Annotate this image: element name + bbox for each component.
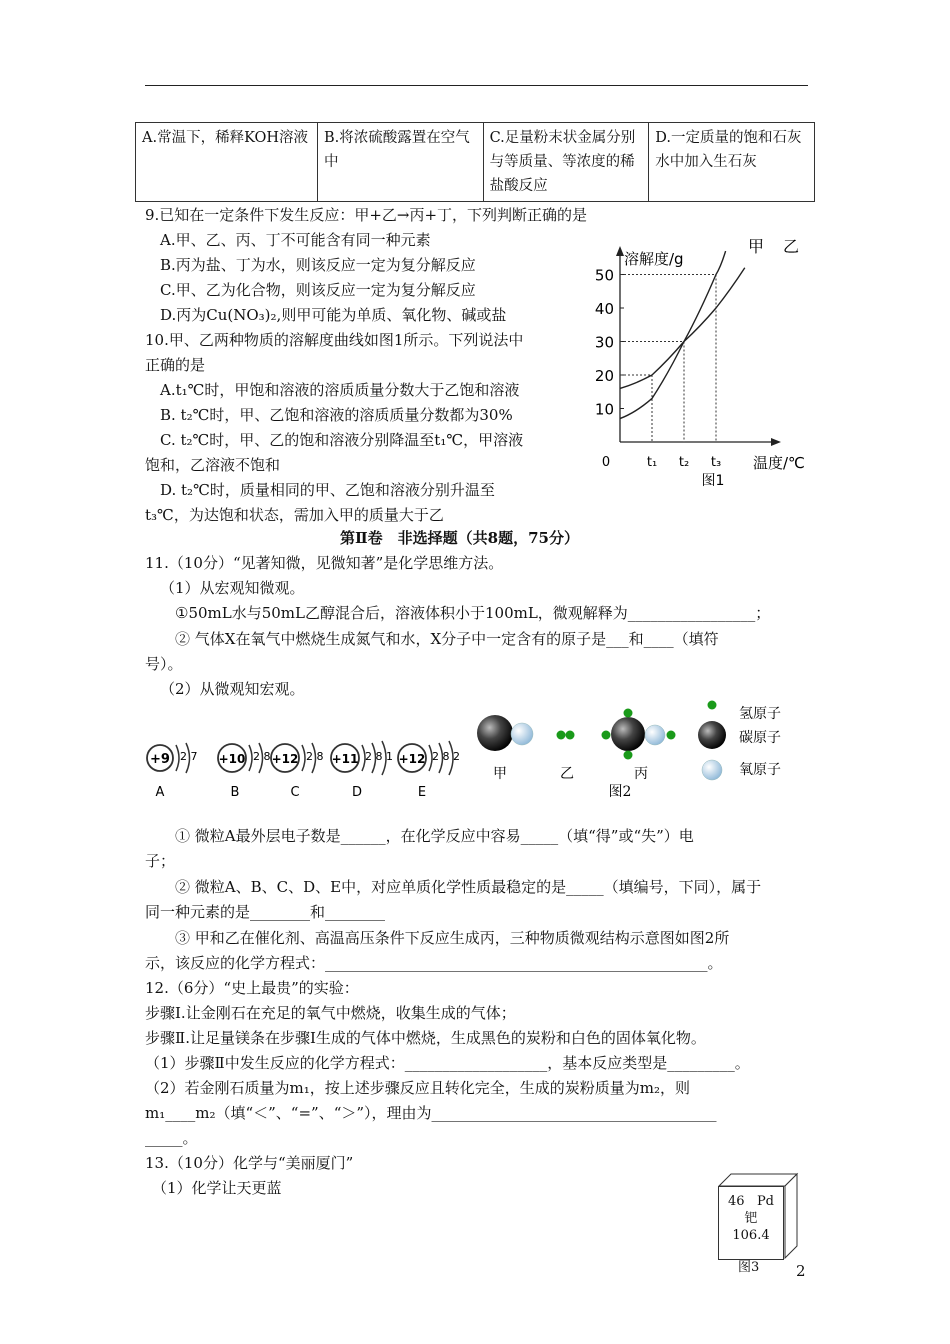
- atom-c-shells: 2 8: [306, 750, 324, 763]
- q11-sub3-a: ③ 甲和乙在催化剂、高温高压条件下反应生成丙，三种物质微观结构示意图如图2所: [175, 929, 730, 947]
- y-axis-arrow: [616, 246, 624, 256]
- legend-oxygen: 氧原子: [739, 762, 781, 778]
- q10-option-a: A.t₁℃时，甲饱和溶液的溶质质量分数大于乙饱和溶液: [160, 381, 520, 399]
- options-table: [135, 122, 815, 202]
- table-row: [136, 123, 815, 202]
- q12-part2-b: m₁____m₂（填“＜”、“=”、“＞”），理由为______________________________________: [145, 1104, 717, 1122]
- atom-b-nucleus: +10: [218, 752, 246, 766]
- atom-a-shells: 2 7: [180, 750, 198, 763]
- q11-part1: （1）从宏观知微观。: [160, 579, 305, 597]
- q13-part1: （1）化学让天更蓝: [152, 1179, 282, 1197]
- q12-part2-a: （2）若金刚石质量为m₁，按上述步骤反应且转化完全，生成的炭粉质量为m₂，则: [145, 1079, 691, 1097]
- q9-option-d: D.丙为Cu(NO₃)₂,则甲可能为单质、氧化物、碱或盐: [160, 306, 507, 324]
- series-label-yi: 乙: [783, 237, 800, 256]
- q11-sub3-b: 示，该反应的化学方程式：___________________________________________________。: [145, 954, 723, 972]
- molecule-yi: [557, 731, 575, 783]
- atom-c-label: C: [290, 785, 300, 800]
- q10-option-d-2: t₃℃，为达饱和状态，需加入甲的质量大于乙: [145, 506, 444, 524]
- x-tick-label: t₂: [678, 455, 690, 470]
- atom-diagram-d: [331, 741, 393, 800]
- q11-part1-b-1: ② 气体X在氧气中燃烧生成氮气和水，X分子中一定含有的原子是___和____（填符: [175, 630, 719, 648]
- y-tick-label: 20: [594, 367, 614, 385]
- element-name: 钯: [744, 1211, 758, 1226]
- molecule-jia: [477, 715, 533, 782]
- q9-option-a: A.甲、乙、丙、丁不可能含有同一种元素: [160, 231, 431, 249]
- oxygen-legend-marker: [702, 760, 722, 780]
- option-cell-d: D.一定质量的饱和石灰水中加入生石灰: [649, 123, 815, 202]
- atom-d-nucleus: +11: [331, 752, 359, 766]
- atomic-number: 46: [727, 1194, 745, 1209]
- q10-option-d-1: D. t₂℃时，质量相同的甲、乙饱和溶液分别升温至: [160, 481, 495, 499]
- atom-c-nucleus: +12: [271, 752, 299, 766]
- molecule-bing-label: 丙: [634, 766, 648, 782]
- y-tick-label: 30: [594, 333, 614, 352]
- q11-sub1-a: ① 微粒A最外层电子数是______，在化学反应中容易_____（填“得”或“失”）电: [175, 827, 694, 845]
- y-tick-label: 50: [594, 266, 614, 285]
- q9-option-c: C.甲、乙为化合物，则该反应一定为复分解反应: [160, 281, 476, 299]
- element-card: [718, 1186, 784, 1260]
- q12-part2-c: _____。: [145, 1129, 198, 1147]
- q12-step1: 步骤Ⅰ.让金刚石在充足的氧气中燃烧，收集生成的气体；: [145, 1004, 516, 1022]
- q11-stem: 11.（10分）“见著知微，见微知著”是化学思维方法。: [145, 554, 504, 572]
- figure-2-label: 图2: [608, 784, 632, 800]
- molecule-yi-label: 乙: [560, 766, 574, 782]
- q12-stem: 12.（6分）“史上最贵”的实验：: [145, 979, 359, 997]
- atom-diagram-e: [398, 741, 460, 800]
- atom-b-label: B: [230, 785, 240, 800]
- q12-part1: （1）步骤Ⅱ中发生反应的化学方程式：___________________，基本反应类型是_________。: [145, 1054, 750, 1072]
- hydrogen-legend-marker: [708, 701, 717, 710]
- q11-sub1-b: 子；: [145, 852, 176, 870]
- x-tick-label: t₃: [710, 455, 722, 470]
- q11-sub2-a: ② 微粒A、B、C、D、E中，对应单质化学性质最稳定的是_____（填编号，下同），属于: [175, 878, 762, 896]
- section2-title: 第Ⅱ卷 非选择题（共8题，75分）: [340, 529, 579, 547]
- legend-carbon: 碳原子: [739, 730, 781, 746]
- figure-3-label: 图3: [738, 1260, 760, 1275]
- y-tick-label: 10: [594, 400, 614, 419]
- q11-part1-a: ①50mL水与50mL乙醇混合后，溶液体积小于100mL，微观解释为_________________；: [175, 604, 771, 622]
- carbon-legend-marker: [698, 721, 726, 749]
- q10-option-c-2: 饱和，乙溶液不饱和: [145, 456, 281, 474]
- atom-e-label: E: [417, 785, 427, 800]
- curve-yi: [620, 268, 745, 389]
- legend-hydrogen: 氢原子: [739, 706, 781, 722]
- element-symbol: Pd: [756, 1194, 775, 1209]
- q9-option-b: B.丙为盐、丁为水，则该反应一定为复分解反应: [160, 256, 476, 274]
- atom-d-label: D: [351, 785, 363, 800]
- q11-sub2-b: 同一种元素的是________和________: [145, 903, 386, 921]
- q11-part2: （2）从微观知宏观。: [160, 680, 305, 698]
- atom-e-nucleus: +12: [398, 752, 426, 766]
- q10-stem-1: 10.甲、乙两种物质的溶解度曲线如图1所示。下列说法中: [145, 331, 524, 349]
- y-axis-label: 溶解度/g: [624, 250, 684, 268]
- q9-stem: 9.已知在一定条件下发生反应：甲+乙→丙+丁，下列判断正确的是: [145, 206, 588, 224]
- series-label-jia: 甲: [748, 237, 765, 256]
- page-number: 2: [796, 1262, 806, 1280]
- atom-diagram-c: [271, 743, 324, 800]
- option-cell-c: C.足量粉末状金属分别与等质量、等浓度的稀盐酸反应: [483, 123, 649, 202]
- atom-d-shells: 2 8 1: [365, 750, 393, 763]
- molecule-jia-label: 甲: [493, 766, 507, 782]
- atom-b-shells: 2 8: [253, 750, 271, 763]
- figure-3: [718, 1164, 808, 1275]
- atom-diagram-a: [147, 743, 198, 800]
- x-tick-label: t₁: [646, 455, 658, 470]
- atom-a-label: A: [155, 785, 165, 800]
- header-rule: [145, 85, 808, 86]
- curve-jia: [620, 251, 726, 418]
- atom-e-shells: 2 8 2: [432, 750, 460, 763]
- molecule-bing: [602, 709, 676, 783]
- q10-option-c-1: C. t₂℃时，甲、乙的饱和溶液分别降温至t₁℃，甲溶液: [160, 431, 524, 449]
- option-cell-b: B.将浓硫酸露置在空气中: [317, 123, 483, 202]
- x-axis-label: 温度/℃: [753, 454, 805, 472]
- option-cell-a: A.常温下，稀释KOH溶液: [136, 123, 318, 202]
- x-axis-arrow: [771, 438, 781, 446]
- y-tick-label: 40: [594, 300, 614, 318]
- atomic-mass: 106.4: [732, 1228, 770, 1243]
- atom-diagram-b: [218, 743, 271, 800]
- q10-option-b: B. t₂℃时，甲、乙饱和溶液的溶质质量分数都为30%: [160, 406, 513, 424]
- atom-a-nucleus: +9: [150, 752, 170, 767]
- q13-stem: 13.（10分）化学与“美丽厦门”: [145, 1154, 354, 1172]
- q10-stem-2: 正确的是: [145, 356, 206, 374]
- q12-step2: 步骤Ⅱ.让足量镁条在步骤Ⅰ生成的气体中燃烧，生成黑色的炭粉和白色的固体氧化物。: [145, 1029, 706, 1047]
- q11-part1-b-2: 号）。: [145, 655, 183, 673]
- solubility-chart: [585, 232, 815, 492]
- atom-legend: [698, 701, 781, 781]
- figure-1-label: 图1: [701, 473, 725, 489]
- figure-2: [145, 698, 805, 808]
- x-tick-label: 0: [601, 455, 611, 470]
